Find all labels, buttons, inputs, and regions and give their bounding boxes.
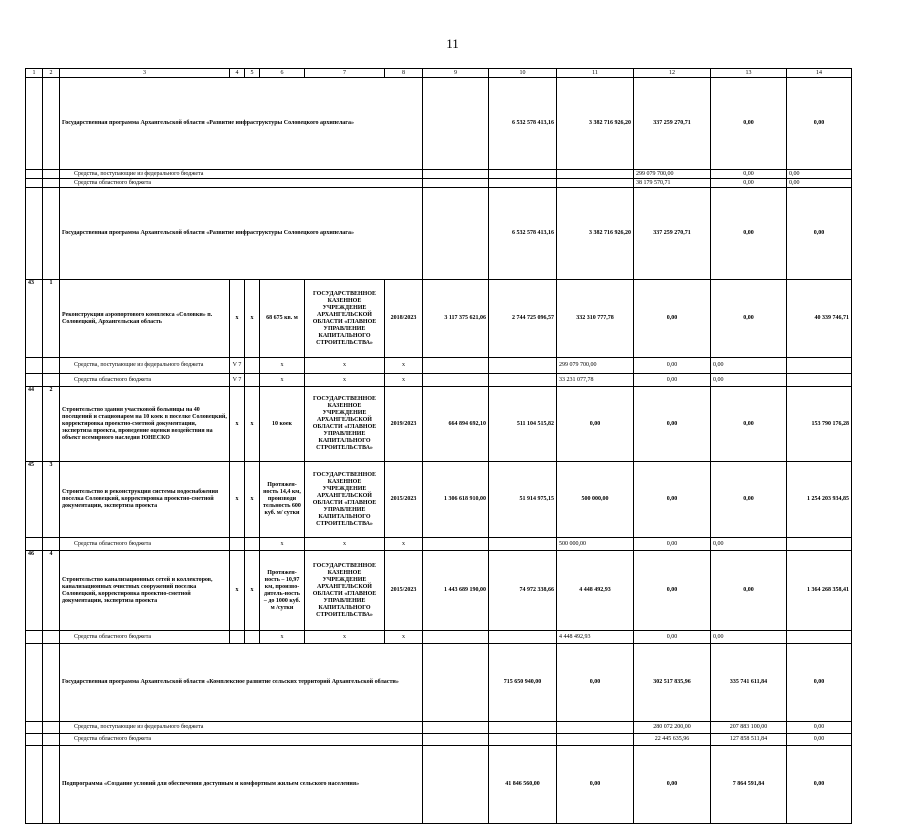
empty-cell [26, 631, 43, 644]
object-number: 4 [43, 551, 60, 631]
second-year-amount: 0,00 [787, 188, 852, 280]
empty-cell [26, 374, 43, 387]
funding-source-row [26, 170, 852, 179]
empty-cell [787, 538, 852, 551]
next-year-amount: 207 883 100,00 [711, 722, 787, 734]
funding-source-row [26, 722, 852, 734]
construction-period: 2015/2023 [385, 462, 423, 538]
column-number: 10 [489, 69, 557, 78]
column-number: 4 [230, 69, 245, 78]
second-year-amount: 0,00 [787, 746, 852, 824]
empty-cell [26, 644, 43, 722]
second-year-amount: 0,00 [711, 280, 787, 358]
column-number: 2 [43, 69, 60, 78]
object-name: Строительство канализационных сетей и коллекторов, канализационных очистных сооружений поселка Соловецкий, корректировка проектно-сметной документации, экспертиза проекта [60, 551, 230, 631]
program-name: Государственная программа Архангельской области «Комплексное развитие сельских территорий Архангельской области» [60, 644, 423, 722]
empty-cell [787, 374, 852, 387]
second-year-amount: 0,00 [787, 644, 852, 722]
empty-cell [423, 374, 489, 387]
object-name: Строительство и реконструкция системы водоснабжения поселка Соловецкий, корректировка проектно-сметной документации, экспертиза проекта [60, 462, 230, 538]
customer-organization: ГОСУДАРСТВЕННОЕ КАЗЕННОЕ УЧРЕЖДЕНИЕ АРХАНГЕЛЬСКОЙ ОБЛАСТИ «ГЛАВНОЕ УПРАВЛЕНИЕ КАПИТАЛЬНОГО СТРОИТЕЛЬСТВА» [305, 462, 385, 538]
year-amount: 332 310 777,78 [557, 280, 634, 358]
next-year-amount: 7 864 591,84 [711, 746, 787, 824]
empty-cell [489, 538, 557, 551]
empty-cell [43, 746, 60, 824]
investment-table [25, 68, 852, 824]
year-amount: 22 445 635,96 [634, 734, 711, 746]
year-amount: 337 259 270,71 [634, 188, 711, 280]
empty-cell [43, 644, 60, 722]
column-number: 11 [557, 69, 634, 78]
total-cost: 715 650 940,00 [489, 644, 557, 722]
capacity: 10 коек [260, 387, 305, 462]
year-amount: 0,00 [557, 387, 634, 462]
funded-before: 51 914 975,15 [489, 462, 557, 538]
remaining-amount: 1 364 268 358,41 [787, 551, 852, 631]
object-number: 1 [43, 280, 60, 358]
empty-cell [43, 358, 60, 374]
mark-x: х [305, 374, 385, 387]
year-amount: 337 259 270,71 [634, 78, 711, 170]
next-year-amount: 127 858 511,84 [711, 734, 787, 746]
empty-cell [423, 358, 489, 374]
empty-cell [423, 170, 489, 179]
year-amount: 500 000,00 [557, 462, 634, 538]
empty-cell [245, 374, 260, 387]
customer-organization: ГОСУДАРСТВЕННОЕ КАЗЕННОЕ УЧРЕЖДЕНИЕ АРХАНГЕЛЬСКОЙ ОБЛАСТИ «ГЛАВНОЕ УПРАВЛЕНИЕ КАПИТАЛЬНОГО СТРОИТЕЛЬСТВА» [305, 387, 385, 462]
column-number: 6 [260, 69, 305, 78]
mark-x: х [245, 280, 260, 358]
mark-x: х [230, 280, 245, 358]
source-name: Средства, поступающие из федерального бюджета [60, 170, 423, 179]
row-number: 46 [26, 551, 43, 631]
empty-cell [43, 734, 60, 746]
total-cost: 6 532 578 413,16 [489, 78, 557, 170]
program-total-row [26, 188, 852, 280]
source-name: Средства областного бюджета [60, 179, 423, 188]
empty-cell [43, 374, 60, 387]
second-year-amount: 0,00 [711, 462, 787, 538]
mark-x: х [305, 358, 385, 374]
program-name: Государственная программа Архангельской области «Развитие инфраструктуры Соловецкого архипелага» [60, 188, 423, 280]
capacity: 68 675 кв. м [260, 280, 305, 358]
empty-cell [557, 170, 634, 179]
empty-cell [26, 179, 43, 188]
mark-x: х [245, 387, 260, 462]
second-year-amount: 0,00 [711, 538, 787, 551]
source-name: Средства областного бюджета [60, 374, 230, 387]
column-number: 5 [245, 69, 260, 78]
page-number: 11 [446, 36, 459, 51]
object-funding-row [26, 538, 852, 551]
empty-cell [489, 358, 557, 374]
empty-cell [489, 170, 557, 179]
empty-cell [26, 722, 43, 734]
second-year-amount: 0,00 [711, 387, 787, 462]
object-name: Строительство здания участковой больницы на 40 посещений и стационаром на 10 коек в поселке Соловецкий, корректировка проектно-сметной документации, экспертиза проекта, проведение оценки воздействия на объект всемирного наследия ЮНЕСКО [60, 387, 230, 462]
total-cost: 41 846 560,00 [489, 746, 557, 824]
object-funding-row [26, 374, 852, 387]
object-number: 2 [43, 387, 60, 462]
column-number: 14 [787, 69, 852, 78]
capacity: Протяжен-ность 14,4 км, производи тельность 600 куб. м/ сутки [260, 462, 305, 538]
next-year-amount: 0,00 [634, 358, 711, 374]
mark: V 7 [230, 374, 245, 387]
capital-object-row [26, 551, 852, 631]
empty-cell [489, 374, 557, 387]
mark-x: х [260, 631, 305, 644]
year-amount: 4 448 492,93 [557, 551, 634, 631]
second-year-amount: 0,00 [787, 179, 852, 188]
column-number: 9 [423, 69, 489, 78]
empty-cell [26, 188, 43, 280]
next-year-amount: 0,00 [711, 78, 787, 170]
column-number: 8 [385, 69, 423, 78]
object-name: Реконструкция аэропортового комплекса «Соловки» п. Соловецкий, Архангельская область [60, 280, 230, 358]
empty-cell [489, 734, 557, 746]
empty-cell [245, 358, 260, 374]
mark [230, 631, 245, 644]
funded-before: 0,00 [557, 746, 634, 824]
capital-object-row [26, 462, 852, 538]
customer-organization: ГОСУДАРСТВЕННОЕ КАЗЕННОЕ УЧРЕЖДЕНИЕ АРХАНГЕЛЬСКОЙ ОБЛАСТИ «ГЛАВНОЕ УПРАВЛЕНИЕ КАПИТАЛЬНОГО СТРОИТЕЛЬСТВА» [305, 551, 385, 631]
next-year-amount: 0,00 [711, 179, 787, 188]
empty-cell [26, 358, 43, 374]
year-amount: 302 517 835,96 [634, 644, 711, 722]
next-year-amount: 0,00 [634, 551, 711, 631]
funding-source-row [26, 179, 852, 188]
column-number: 7 [305, 69, 385, 78]
customer-organization: ГОСУДАРСТВЕННОЕ КАЗЕННОЕ УЧРЕЖДЕНИЕ АРХАНГЕЛЬСКОЙ ОБЛАСТИ «ГЛАВНОЕ УПРАВЛЕНИЕ КАПИТАЛЬНОГО СТРОИТЕЛЬСТВА» [305, 280, 385, 358]
object-number: 3 [43, 462, 60, 538]
empty-cell [26, 734, 43, 746]
program-total-row [26, 78, 852, 170]
empty-cell [489, 722, 557, 734]
empty-cell [245, 538, 260, 551]
empty-cell [43, 78, 60, 170]
source-name: Средства областного бюджета [60, 631, 230, 644]
year-amount: 500 000,00 [557, 538, 634, 551]
object-funding-row [26, 358, 852, 374]
funding-source-row [26, 734, 852, 746]
empty-cell [43, 170, 60, 179]
second-year-amount: 0,00 [787, 78, 852, 170]
remaining-amount: 1 254 203 934,85 [787, 462, 852, 538]
capital-object-row [26, 280, 852, 358]
second-year-amount: 0,00 [711, 631, 787, 644]
funded-before: 511 104 515,82 [489, 387, 557, 462]
empty-cell [423, 78, 489, 170]
funded-before: 0,00 [557, 644, 634, 722]
object-funding-row [26, 631, 852, 644]
mark-x: х [305, 631, 385, 644]
column-number: 13 [711, 69, 787, 78]
year-amount: 4 448 492,93 [557, 631, 634, 644]
empty-cell [557, 722, 634, 734]
mark-x: х [385, 631, 423, 644]
mark-x: х [385, 358, 423, 374]
empty-cell [557, 734, 634, 746]
empty-cell [43, 179, 60, 188]
funded-before: 74 972 338,66 [489, 551, 557, 631]
funded-before: 2 744 725 096,57 [489, 280, 557, 358]
next-year-amount: 335 741 611,84 [711, 644, 787, 722]
empty-cell [489, 631, 557, 644]
total-cost: 664 894 692,10 [423, 387, 489, 462]
remaining-amount: 40 339 746,71 [787, 280, 852, 358]
year-amount: 299 079 700,00 [557, 358, 634, 374]
year-amount: 0,00 [634, 746, 711, 824]
next-year-amount: 0,00 [711, 188, 787, 280]
row-number: 43 [26, 280, 43, 358]
mark-x: х [385, 538, 423, 551]
column-number-row [26, 69, 852, 78]
empty-cell [26, 538, 43, 551]
empty-cell [489, 179, 557, 188]
second-year-amount: 0,00 [787, 722, 852, 734]
empty-cell [26, 746, 43, 824]
mark-x: х [230, 551, 245, 631]
second-year-amount: 0,00 [711, 551, 787, 631]
next-year-amount: 0,00 [634, 631, 711, 644]
empty-cell [423, 179, 489, 188]
second-year-amount: 0,00 [711, 358, 787, 374]
next-year-amount: 0,00 [711, 170, 787, 179]
construction-period: 2019/2023 [385, 387, 423, 462]
empty-cell [43, 538, 60, 551]
empty-cell [26, 78, 43, 170]
empty-cell [423, 734, 489, 746]
empty-cell [43, 722, 60, 734]
funded-before: 3 382 716 926,20 [557, 188, 634, 280]
total-cost: 1 443 689 190,00 [423, 551, 489, 631]
mark-x: х [245, 551, 260, 631]
mark-x: х [245, 462, 260, 538]
remaining-amount: 153 790 176,28 [787, 387, 852, 462]
year-amount: 280 072 200,00 [634, 722, 711, 734]
empty-cell [423, 746, 489, 824]
second-year-amount: 0,00 [787, 734, 852, 746]
source-name: Средства областного бюджета [60, 538, 230, 551]
empty-cell [423, 631, 489, 644]
mark-x: х [230, 387, 245, 462]
empty-cell [787, 358, 852, 374]
program-total-row [26, 644, 852, 722]
mark: V 7 [230, 358, 245, 374]
source-name: Средства, поступающие из федерального бюджета [60, 722, 423, 734]
mark-x: х [305, 538, 385, 551]
mark-x: х [260, 538, 305, 551]
next-year-amount: 0,00 [634, 387, 711, 462]
source-name: Средства, поступающие из федерального бюджета [60, 358, 230, 374]
capacity: Протяжен-ность – 10,97 км, произво-дитель-ность – до 1000 куб. м /сутки [260, 551, 305, 631]
source-name: Средства областного бюджета [60, 734, 423, 746]
next-year-amount: 0,00 [634, 280, 711, 358]
empty-cell [787, 631, 852, 644]
second-year-amount: 0,00 [787, 170, 852, 179]
column-number: 3 [60, 69, 230, 78]
capital-object-row [26, 387, 852, 462]
empty-cell [43, 188, 60, 280]
mark-x: х [385, 374, 423, 387]
total-cost: 1 306 618 910,00 [423, 462, 489, 538]
mark [230, 538, 245, 551]
empty-cell [423, 722, 489, 734]
next-year-amount: 0,00 [634, 462, 711, 538]
mark-x: х [230, 462, 245, 538]
year-amount: 38 179 570,71 [634, 179, 711, 188]
year-amount: 33 231 077,78 [557, 374, 634, 387]
empty-cell [43, 631, 60, 644]
column-number: 1 [26, 69, 43, 78]
empty-cell [245, 631, 260, 644]
funded-before: 3 382 716 926,20 [557, 78, 634, 170]
row-number: 44 [26, 387, 43, 462]
construction-period: 2015/2023 [385, 551, 423, 631]
next-year-amount: 0,00 [634, 538, 711, 551]
column-number: 12 [634, 69, 711, 78]
program-name: Государственная программа Архангельской области «Развитие инфраструктуры Соловецкого архипелага» [60, 78, 423, 170]
total-cost: 3 117 375 621,06 [423, 280, 489, 358]
total-cost: 6 532 578 413,16 [489, 188, 557, 280]
mark-x: х [260, 374, 305, 387]
empty-cell [423, 644, 489, 722]
construction-period: 2018/2023 [385, 280, 423, 358]
empty-cell [557, 179, 634, 188]
program-total-row [26, 746, 852, 824]
second-year-amount: 0,00 [711, 374, 787, 387]
next-year-amount: 0,00 [634, 374, 711, 387]
empty-cell [26, 170, 43, 179]
mark-x: х [260, 358, 305, 374]
program-name: Подпрограмма «Создание условий для обеспечения доступным и комфортным жильем сельского населения» [60, 746, 423, 824]
row-number: 45 [26, 462, 43, 538]
empty-cell [423, 188, 489, 280]
year-amount: 299 079 700,00 [634, 170, 711, 179]
empty-cell [423, 538, 489, 551]
